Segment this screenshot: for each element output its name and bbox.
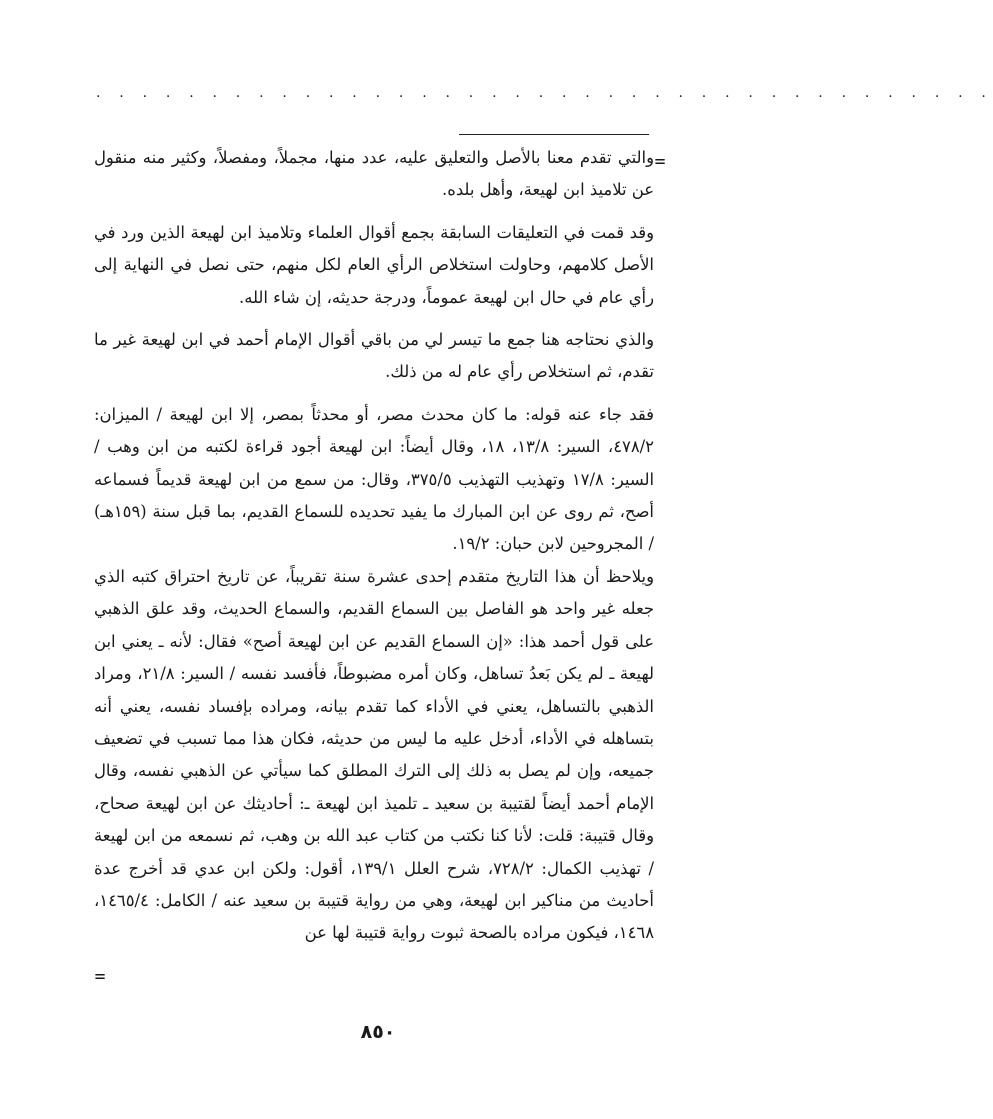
continuation-marker-top: =	[654, 151, 666, 172]
paragraph-3: والذي نحتاجه هنا جمع ما تيسر لي من باقي أقوال الإمام أحمد في ابن لهيعة غير ما تقدم، ثم استخلاص رأي عام له من ذلك.	[94, 330, 654, 382]
footnote-separator-rule	[459, 134, 649, 135]
page-number: ٨٥٠	[360, 1021, 396, 1043]
header-dot-leader: . . . . . . . . . . . . . . . . . . . . . . . . . . . . . . . . . . . . . . .	[96, 85, 993, 101]
paragraph-2: وقد قمت في التعليقات السابقة بجمع أقوال العلماء وتلاميذ ابن لهيعة الذين ورد في الأصل كلامهم، وحاولت استخلاص الرأي العام لكل منهم، حتى نصل في النهاية إلى رأي عام في حال ابن لهيعة عموماً، ودرجة حديثه، إن شاء الله.	[94, 222, 654, 307]
paragraph-4: فقد جاء عنه قوله: ما كان محدث مصر، أو محدثاً بمصر، إلا ابن لهيعة / الميزان: ٤٧٨/٢، السير: ١٣/٨، ١٨، وقال أيضاً: ابن لهيعة أجود قراءة لكتبه من ابن وهب / السير: ١٧/٨ وتهذيب التهذيب ٣٧٥/٥، وقال: من سمع من ابن لهيعة قديماً فسماعه أصح، ثم روى عن ابن المبارك ما يفيد تحديده للسماع القديم، بما قبل سنة (١٥٩هـ) / المجروحين لابن حبان: ١٩/٢.	[94, 404, 655, 554]
paragraph-1: والتي تقدم معنا بالأصل والتعليق عليه، عدد منها، مجملاً، ومفصلاً، وكثير منه منقول عن تلاميذ ابن لهيعة، وأهل بلده.	[94, 148, 654, 200]
footnote-text-block	[94, 142, 654, 950]
paragraph-5: ويلاحظ أن هذا التاريخ متقدم إحدى عشرة سنة تقريباً، عن تاريخ احتراق كتبه الذي جعله غير واحد هو الفاصل بين السماع القديم، والسماع الحديث، وقد علق الذهبي على قول أحمد هذا: «إن السماع القديم عن ابن لهيعة أصح» فقال: لأنه ـ يعني ابن لهيعة ـ لم يكن بَعدُ تساهل، وكان أمره مضبوطاً، فأفسد نفسه / السير: ٢١/٨، ومراد الذهبي بالتساهل، يعني في الأداء كما تقدم بيانه، ومراده بإفساد نفسه، يعني أنه بتساهله في الأداء، أدخل عليه ما ليس من حديثه، فكان هذا مما تسبب في تضعيف جميعه، وإن لم يصل به ذلك إلى الترك المطلق كما سيأتي عن الذهبي نفسه، وقال الإمام أحمد أيضاً لقتيبة بن سعيد ـ تلميذ ابن لهيعة ـ: أحاديثك عن ابن لهيعة صحاح، وقال قتيبة: قلت: لأنا كنا نكتب من كتاب عبد الله بن وهب، ثم نسمعه من ابن لهيعة / تهذيب الكمال: ٧٢٨/٢، شرح العلل ١٣٩/١، أقول: ولكن ابن عدي قد أخرج عدة أحاديث من مناكير ابن لهيعة، وهي من رواية قتيبة بن سعيد عنه / الكامل: ١٤٦٥/٤، ١٤٦٨، فيكون مراده بالصحة ثبوت رواية قتيبة لها عن	[94, 566, 655, 943]
continuation-marker-bottom: =	[94, 966, 106, 987]
